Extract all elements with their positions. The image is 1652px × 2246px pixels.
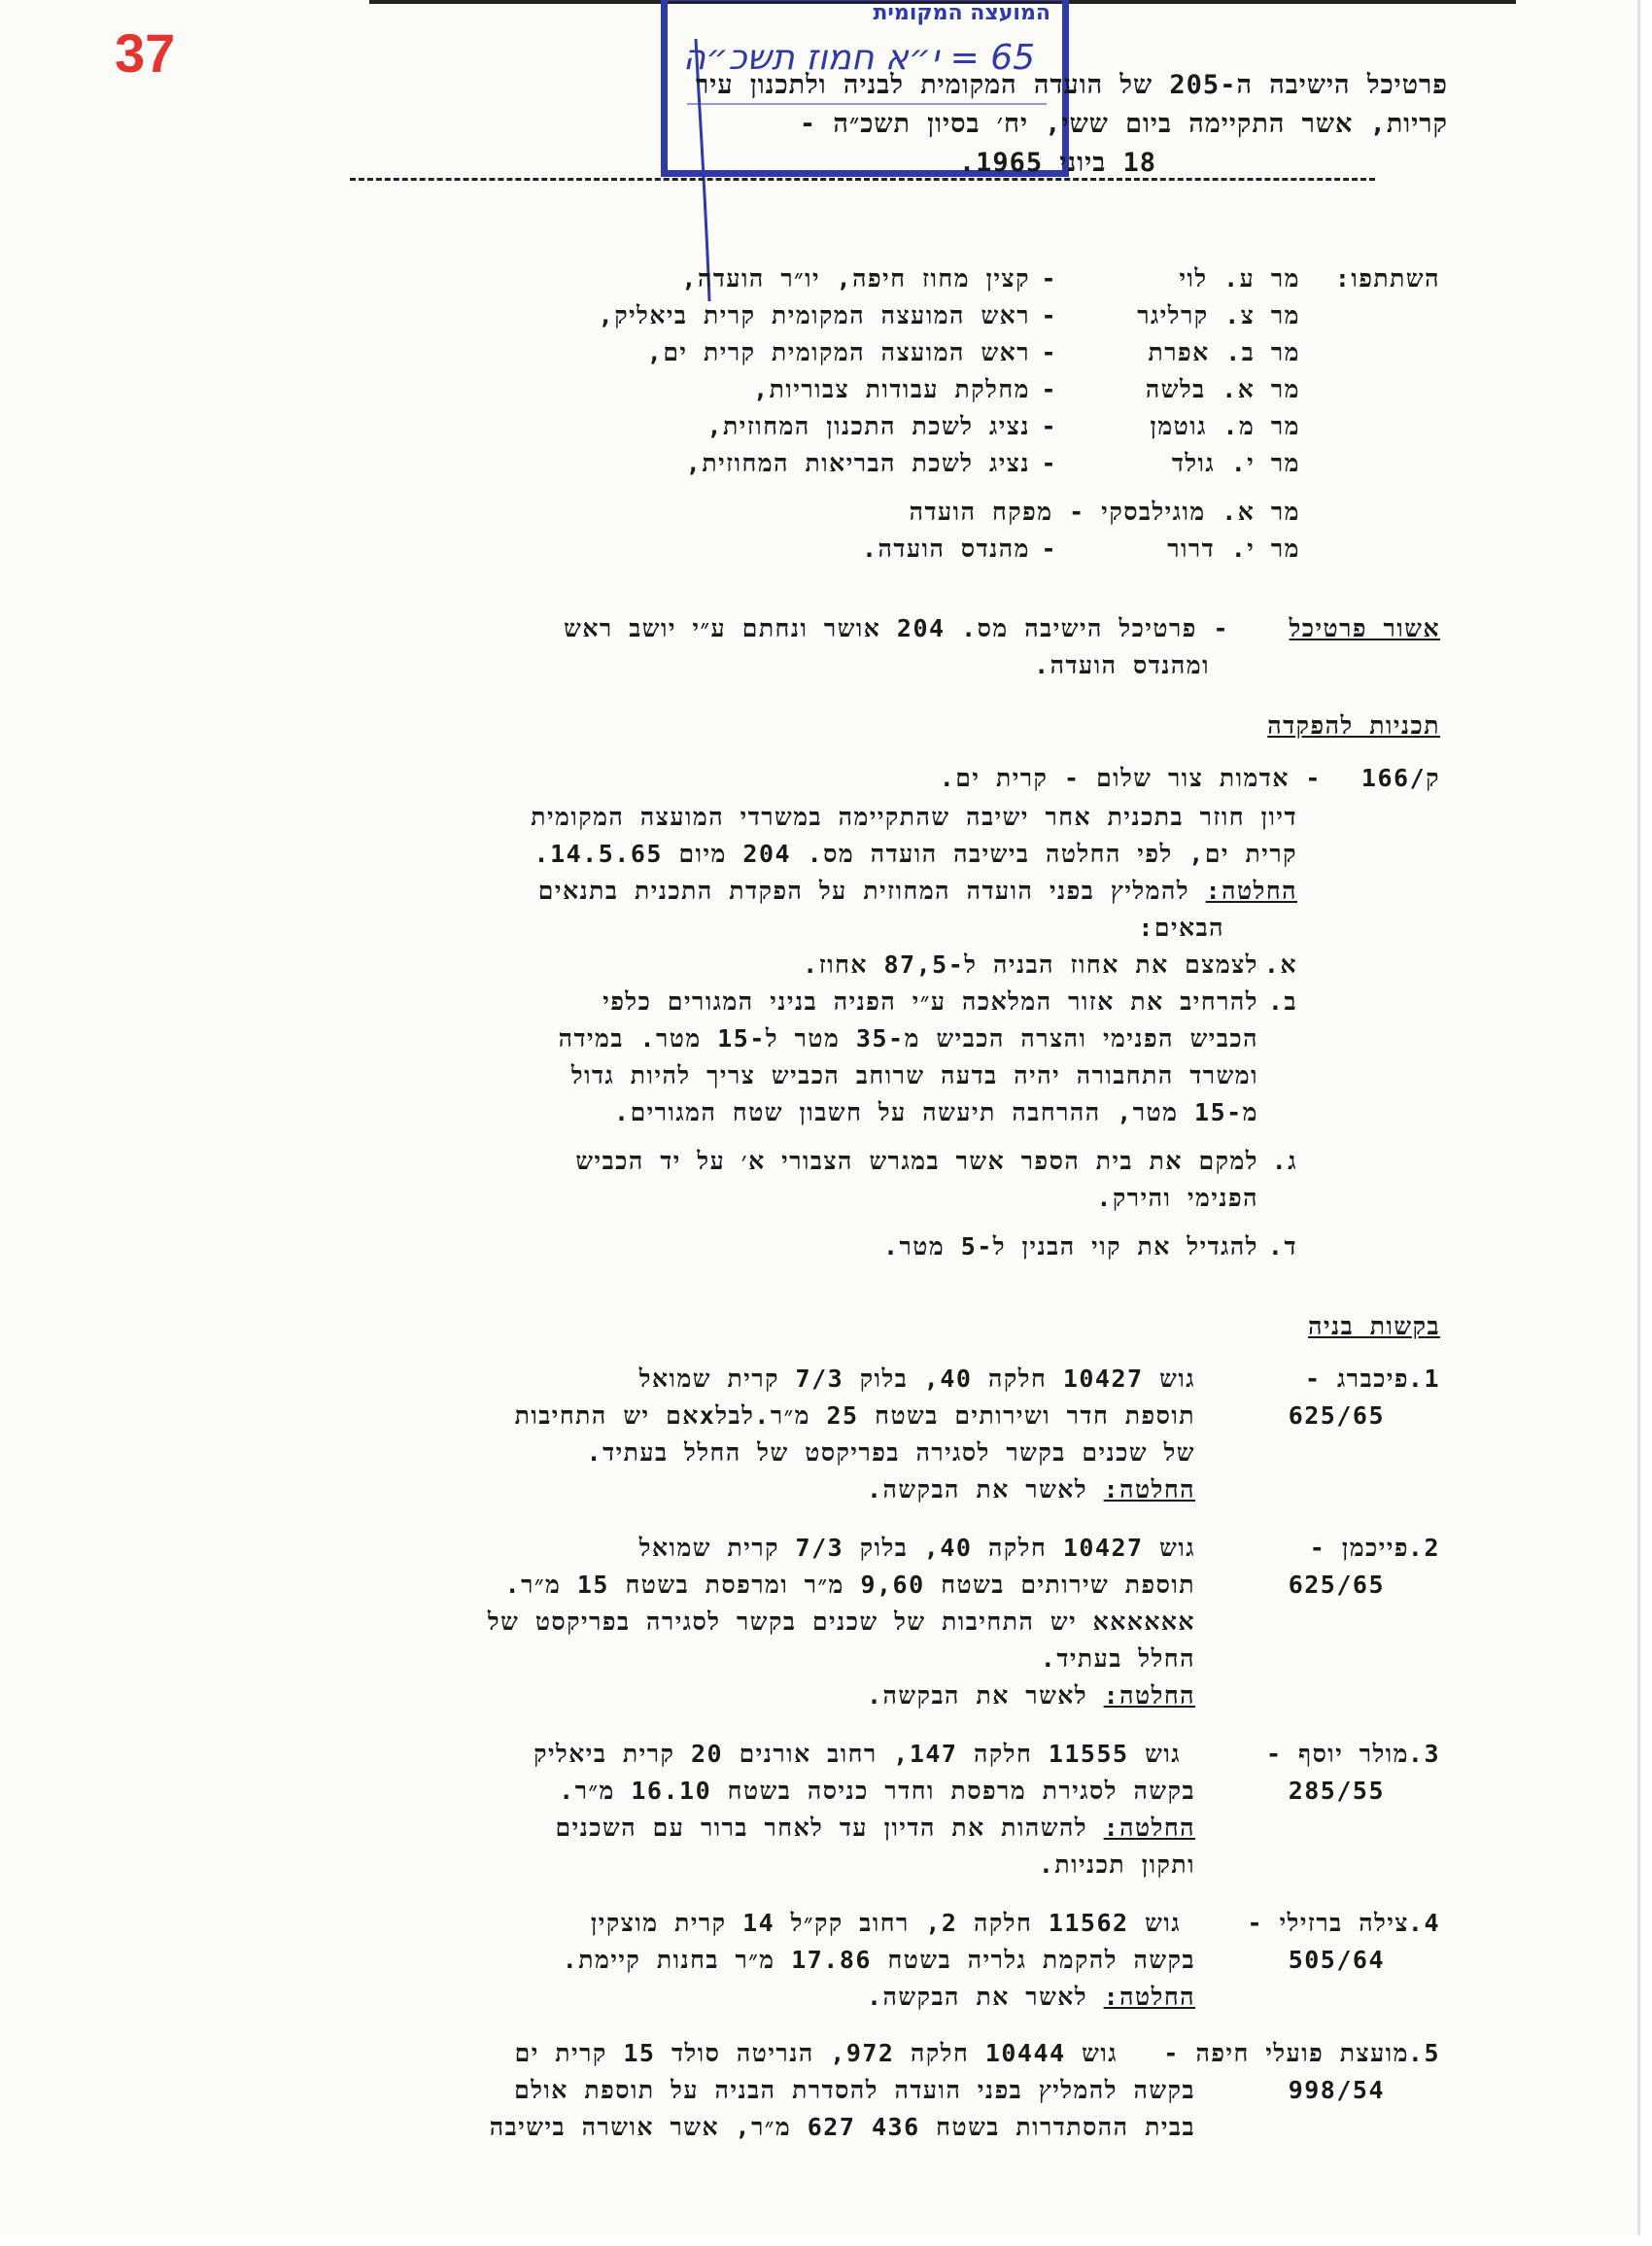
decision-text: לאשר את הבקשה. [866,1681,1088,1710]
permit-line: בקשה להקמת גלריה בשטח 17.86 מ״ר בחנות קיימת. [562,1946,1195,1974]
participants-label: השתתפו: [1334,264,1440,293]
title-line-2: קריות, אשר התקיימה ביום ששי, יח׳ בסיון תשכ״ה - [799,109,1448,139]
permit-decision [867,1681,1195,1710]
participant-name: מר ע. לוי [1179,264,1300,293]
condition-letter: ג. [1271,1147,1297,1175]
permit-applicant: מועצת פועלי חיפה - [1163,2039,1409,2067]
decision-text: לאשר את הבקשה. [866,1475,1088,1503]
permit-file: 505/64 [1288,1946,1385,1974]
condition-letter: א. [1263,950,1297,979]
permits-heading: בקשות בניה [1308,1312,1440,1340]
permit-decision-cont: ותקון תכניות. [1038,1850,1195,1879]
decision-label: החלטה: [1103,1983,1195,2011]
condition-line: למקם את בית הספר אשר במגרש הצבורי א׳ על יד הכביש [575,1147,1258,1175]
staff-name: מר א. מוגילבסקי - מפקח הועדה [909,498,1300,526]
staff-role: מהנדס הועדה. [861,535,1030,563]
permit-decision [556,1814,1195,1843]
condition-letter: ד. [1267,1232,1297,1261]
permit-line: בבית ההסתדרות בשטח 436 627 מ״ר, אשר אושרה בישיבה [489,2113,1195,2141]
title-divider [350,178,1375,181]
condition-line: הפנימי והירק. [1096,1184,1258,1212]
permit-file: 625/65 [1288,1401,1385,1430]
permit-file: 625/65 [1288,1571,1385,1599]
staff-name-text: מר א. מוגילבסקי [1101,498,1300,526]
participant-name: מר מ. גוטמן [1150,412,1300,440]
permit-line: גוש 11562 חלקה 2, רחוב קק״ל 14 קרית מוצקין [590,1909,1181,1937]
permit-line: גוש 10427 חלקה 40, בלוק 7/3 קרית שמואל [638,1534,1195,1562]
condition-line: מ-15 מטר, ההרחבה תיעשה על חשבון שטח המגורים. [614,1098,1258,1126]
permit-applicant: פייכמן - [1309,1534,1409,1562]
permit-line: גוש 10427 חלקה 40, בלוק 7/3 קרית שמואל [638,1365,1195,1393]
plan-body-line: קרית ים, לפי החלטה בישיבה הועדה מס. 204 מיום 14.5.65. [533,840,1297,868]
permit-number: 1. [1407,1365,1440,1393]
dash-separator: - [1041,375,1057,403]
participant-role: ראש המועצה המקומית קרית ביאליק, [598,301,1030,329]
dash-separator: - [1041,264,1057,293]
title-line-1: פרטיכל הישיבה ה-205 של הועדה המקומית לבניה ולתכנון עיר [696,70,1448,100]
participant-name: מר ב. אפרת [1148,338,1300,366]
permit-applicant: צילה ברזילי - [1247,1909,1409,1937]
condition-line: ומשרד התחבורה יהיה בדעה שרוחב הכביש צריך להיות גדול [570,1061,1258,1089]
approval-line: - פרטיכל הישיבה מס. 204 אושר ונחתם ע״י יושב ראש [564,614,1229,642]
permit-applicant: פיכברג - [1304,1365,1409,1393]
dash-separator: - [1041,338,1057,366]
permit-applicant: מולר יוסף - [1266,1740,1409,1768]
plan-body-line: דיון חוזר בתכנית אחר ישיבה שהתקיימה במשרדי המועצה המקומית [531,803,1297,831]
participant-name: מר י. גולד [1171,449,1300,477]
decision-text: להמליץ בפני הועדה המחוזית על הפקדת התכנית בתנאים [537,877,1190,905]
page-right-edge [1637,0,1640,2235]
condition-line: הכביש הפנימי והצרה הכביש מ-35 מטר ל-15 מטר. במידה [558,1024,1258,1053]
dash-separator: - [1041,535,1057,563]
permit-line: החלל בעתיד. [1040,1644,1195,1673]
stamp-date: 65 = י״א חמוז תשכ״ה [682,38,1035,78]
condition-letter: ב. [1267,987,1297,1016]
stamp-header: המועצה המקומית [873,1,1050,25]
participant-name: מר צ. קרליגר [1137,301,1300,329]
participant-role: קצין מחוז חיפה, יו״ר הועדה, [681,264,1030,293]
permit-number: 3. [1407,1740,1440,1768]
staff-role: מפקח הועדה [909,498,1053,526]
permit-decision [867,1475,1195,1504]
approval-heading: אשור פרטיכל [1289,614,1440,642]
plan-decision [538,877,1297,906]
permit-line: של שכנים בקשר לסגירה בפריקסט של החלל בעתיד. [586,1438,1195,1467]
permit-line: תוספת שירותים בשטח 9,60 מ״ר ומרפסת בשטח 15 מ״ר. [504,1571,1195,1599]
permit-number: 4. [1407,1909,1440,1937]
participant-role: מחלקת עבודות צבוריות, [753,375,1030,403]
permit-line: אאאאאא יש התחיבות של שכנים בקשר לסגירה בפריקסט של [487,1607,1195,1636]
plan-id: ק/166 [1360,764,1440,792]
condition-line: להרחיב את אזור המלאכה ע״י הפניה בניני המגורים כלפי [602,987,1258,1016]
dash-separator: - [1041,412,1057,440]
condition-line: לצמצם את אחוז הבניה ל-87,5 אחוז. [803,950,1258,979]
permit-number: 5. [1407,2039,1440,2067]
decision-text: להשהות את הדיון עד לאחר ברור עם השכנים [555,1814,1088,1842]
page-number: 37 [115,22,176,84]
dash-separator: - [1041,449,1057,477]
permit-line: תוספת חדר ושירותים בשטח 25 מ״ר.לבלxאם יש התחיבות [514,1401,1195,1430]
permit-line: גוש 10444 חלקה 972, הנריטה סולד 15 קרית ים [514,2039,1118,2067]
approval-line: ומהנדס הועדה. [1034,651,1210,679]
staff-name: מר י. דרור [1167,535,1300,563]
dash-separator: - [1041,301,1057,329]
permit-number: 2. [1407,1534,1440,1562]
plan-title: - אדמות צור שלום - קרית ים. [939,764,1322,792]
permit-line: בקשה לסגירת מרפסת וחדר כניסה בשטח 16.10 מ״ר. [559,1777,1195,1805]
participant-name: מר א. בלשה [1145,375,1300,403]
permit-decision [867,1983,1195,2012]
participant-role: ראש המועצה המקומית קרית ים, [646,338,1030,366]
decision-label: החלטה: [1103,1814,1195,1842]
condition-line: להגדיל את קוי הבנין ל-5 מטר. [882,1232,1258,1261]
participant-role: נציג לשכת התכנון המחוזית, [706,412,1030,440]
decision-label: החלטה: [1103,1681,1195,1710]
decision-label: החלטה: [1103,1475,1195,1503]
permit-file: 998/54 [1288,2076,1385,2104]
decision-label: החלטה: [1205,877,1297,905]
permit-line: גוש 11555 חלקה 147, רחוב אורנים 20 קרית ביאליק [533,1740,1181,1768]
permit-file: 285/55 [1288,1777,1385,1805]
stamp-code: 65 [990,38,1035,78]
title-line-3: 18 ביוני 1965. [958,148,1156,178]
participant-role: נציג לשכת הבריאות המחוזית, [685,449,1030,477]
permit-line: בקשה להמליץ בפני הועדה להסדרת הבניה על תוספת אולם [514,2076,1195,2104]
stamp-hebrew-date: י״א חמוז תשכ״ה [682,38,940,78]
plan-decision-cont: הבאים: [1138,914,1224,942]
stamp-rule [687,103,1047,105]
decision-text: לאשר את הבקשה. [866,1983,1088,2011]
plans-heading: תכניות להפקדה [1267,711,1440,740]
